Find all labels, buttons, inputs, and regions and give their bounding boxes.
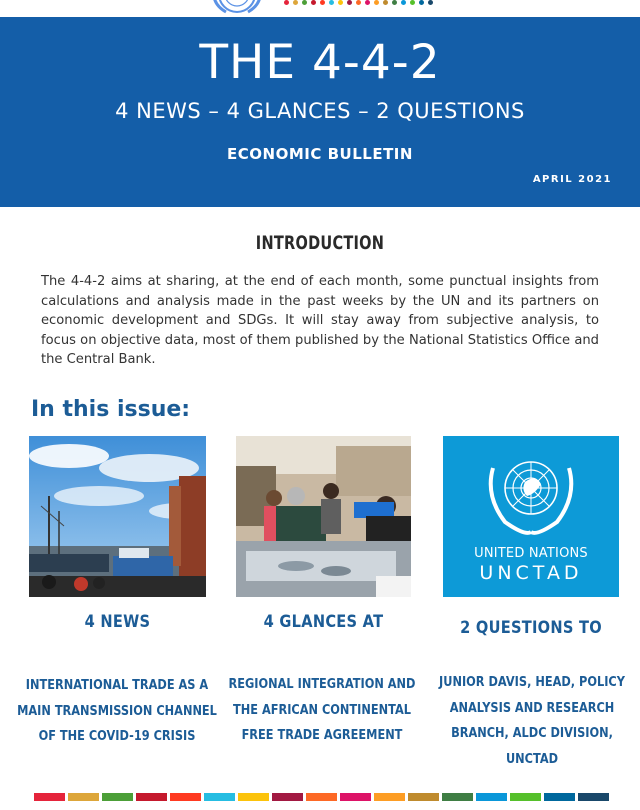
card-desc-questions: JUNIOR DAVIS, HEAD, POLICY ANALYSIS AND RESEARCH BRANCH, ALDC DIVISION, UNCTAD — [439, 675, 625, 767]
intro-heading: INTRODUCTION — [255, 232, 385, 254]
sdg-color-bar — [34, 793, 609, 801]
card-desc-news: INTERNATIONAL TRADE AS A MAIN TRANSMISSION CHANNEL OF THE COVID-19 CRISIS — [17, 678, 217, 744]
header-banner — [0, 17, 640, 207]
banner-subtitle: 4 NEWS – 4 GLANCES – 2 QUESTIONS — [115, 99, 525, 123]
sdg-dots — [284, 0, 433, 8]
intro-paragraph: The 4-4-2 aims at sharing, at the end of each month, some punctual insights from calculations and analysis made in the past weeks by the UN and its partners on economic development and SDGs. It will stay away from subjective analysis, to focus on objective data, most of them published by the National Statistics Office and the Central Bank. — [41, 274, 599, 368]
banner-bulletin-label: ECONOMIC BULLETIN — [227, 145, 413, 163]
un-emblem-icon — [208, 0, 266, 16]
unctad-logo — [443, 436, 619, 597]
harbour-photo — [29, 436, 206, 597]
issue-heading: In this issue: — [31, 397, 191, 422]
card-title-questions: 2 QUESTIONS TO — [460, 618, 602, 638]
card-title-news: 4 NEWS — [84, 612, 151, 632]
card-desc-glances: REGIONAL INTEGRATION AND THE AFRICAN CONTINENTAL FREE TRADE AGREEMENT — [228, 677, 416, 743]
card-title-glances: 4 GLANCES AT — [263, 612, 384, 632]
unctad-logo-line1: UNITED NATIONS — [474, 546, 588, 561]
market-photo — [236, 436, 411, 597]
top-strip — [0, 0, 640, 17]
unctad-logo-line2: UNCTAD — [479, 562, 583, 584]
banner-date: APRIL 2021 — [532, 174, 612, 185]
banner-title: THE 4-4-2 — [199, 35, 441, 90]
